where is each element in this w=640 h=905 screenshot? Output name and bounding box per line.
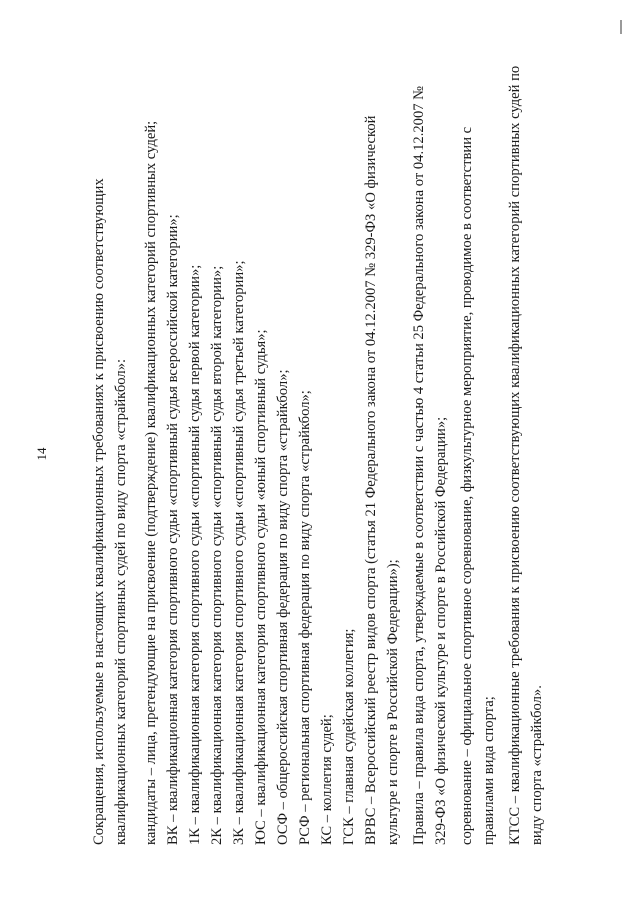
entry-gsk: ГСК – главная судейская коллегия; [341,628,357,845]
entry-2k: 2К – квалификационная категория спортивного судьи «спортивный судья второй категории»; [209,265,225,845]
entry-osf: ОСФ – общероссийская спортивная федерация по виду спорта «страйкбол»; [275,369,291,845]
entry-rules: Правила – правила вида спорта, утверждаемые в соответствии с частью 4 статьи 25 Федерального закона от 04.12.2007 № 329-ФЗ «О физической культуре и спорте в Российской Федерации»; [411,85,449,845]
entry-competition: соревнование – официальное спортивное соревнование, физкультурное мероприятие, проводимое в соответствии с правилами вида спорта; [459,126,497,845]
entry-ktss: КТСС – квалификационные требования к присвоению соответствующих квалификационных категорий спортивных судей по виду спорта «страйкбол». [507,65,545,845]
entry-candidates: кандидаты – лица, претендующие на присвоение (подтверждение) квалификационных категорий спортивных судей; [143,120,159,845]
entry-3k: 3К – квалификационная категория спортивного судьи «спортивный судья третьей категории»; [231,260,247,845]
entry-ks: КС – коллегия судей; [319,714,335,845]
entry-1k: 1К – квалификационная категория спортивного судьи «спортивный судья первой категории»; [187,264,203,845]
intro-paragraph: Сокращения, используемые в настоящих квалификационных требованиях к присвоению соответствующих квалификационных категорий спортивных судей по виду спорта «страйкбол»: [91,178,129,845]
scan-edge-mark [620,20,622,34]
page-number: 14 [34,447,49,461]
entry-ys: ЮС – квалификационная категория спортивного судьи «юный спортивный судья»; [253,329,269,845]
entry-vk: ВК – квалификационная категория спортивного судьи «спортивный судья всероссийской категории»; [165,214,181,845]
abbreviations-section [80,47,560,857]
entry-vrvs: ВРВС – Всероссийский реестр видов спорта (статья 21 Федерального закона от 04.12.2007 № 329-ФЗ «О физической культуре и спорте в Российской Федерации»); [363,115,401,845]
entry-rsf: РСФ – региональная спортивная федерация по виду спорта «страйкбол»; [297,390,313,845]
